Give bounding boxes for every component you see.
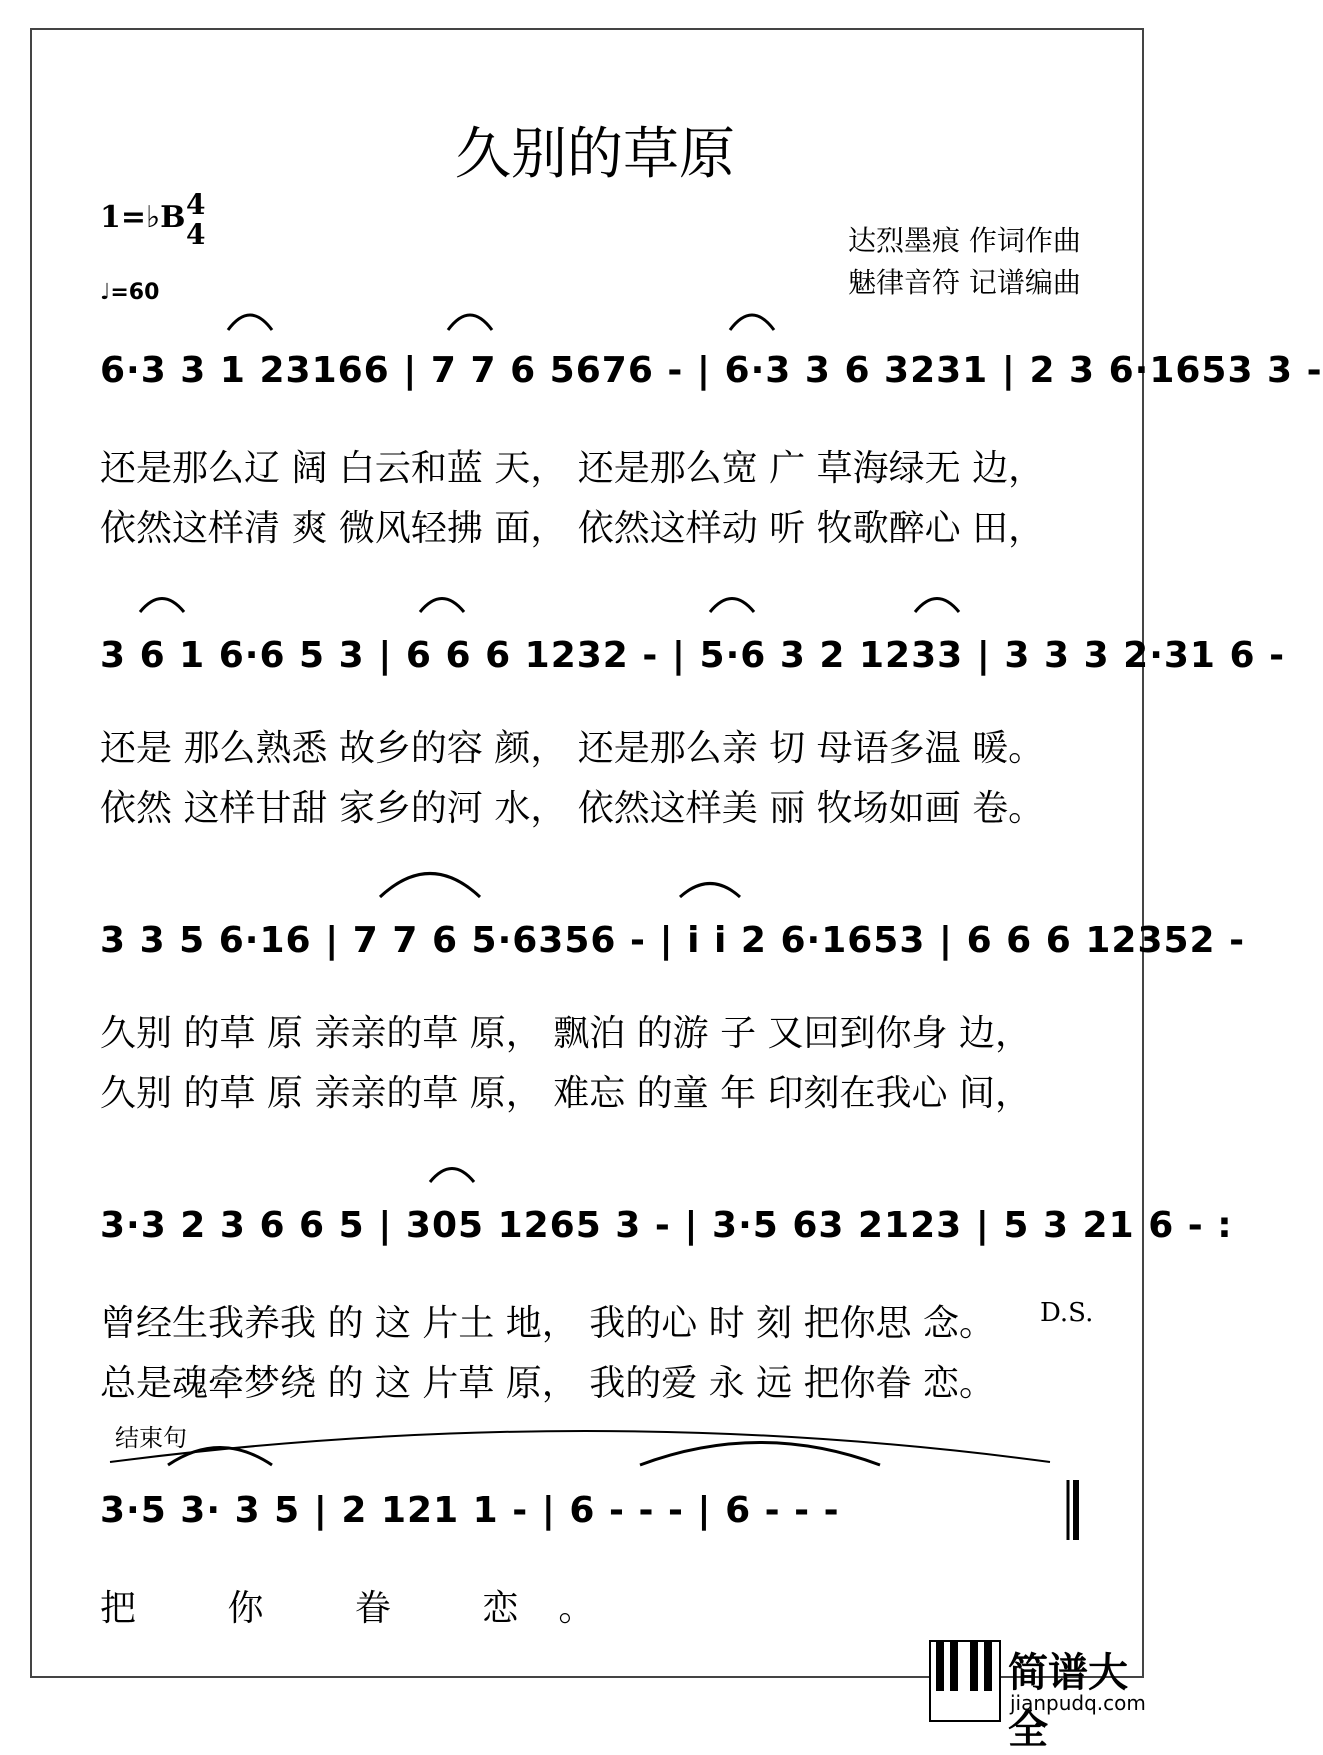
lyric-row-4-verse-2: 总是魂牵梦绕 的 这 片草 原， 我的爱 永 远 把你眷 恋。: [100, 1363, 995, 1404]
lyric-row-2-verse-1: 还是 那么熟悉 故乡的容 颜， 还是那么亲 切 母语多温 暖。: [100, 728, 1045, 769]
slur: [420, 599, 464, 613]
slur: [380, 874, 480, 898]
song-title: 久别的草原: [455, 122, 735, 187]
slur: [448, 315, 492, 330]
time-signature-top: 4: [186, 188, 206, 221]
credit-transcriber: 魅律音符 记谱编曲: [848, 266, 1081, 299]
slur: [640, 1443, 880, 1466]
lyric-coda: 把 你 眷 恋。: [100, 1588, 635, 1629]
tempo-mark: ♩=60: [100, 280, 160, 305]
slur: [710, 599, 754, 613]
ds-mark: D.S.: [1040, 1298, 1094, 1328]
notation-row-2: 3 6 1 6·6 5 3 | 6 6 6 1232 - | 5·6 3 2 1233 | 3 3 3 2·31 6 -: [100, 635, 1286, 676]
slur: [228, 315, 272, 330]
credit-composer: 达烈墨痕 作词作曲: [848, 224, 1081, 257]
lyric-row-2-verse-2: 依然 这样甘甜 家乡的河 水， 依然这样美 丽 牧场如画 卷。: [100, 788, 1045, 829]
lyric-row-1-verse-1: 还是那么辽 阔 白云和蓝 天， 还是那么宽 广 草海绿无 边，: [100, 448, 1045, 489]
lyric-row-1-verse-2: 依然这样清 爽 微风轻拂 面， 依然这样动 听 牧歌醉心 田，: [100, 508, 1045, 549]
watermark-url: jianpudq.com: [1010, 1691, 1146, 1715]
slur: [140, 599, 184, 613]
piano-keys-icon: [930, 1641, 1000, 1721]
lyric-row-4-verse-1: 曾经生我养我 的 这 片土 地， 我的心 时 刻 把你思 念。: [100, 1303, 995, 1344]
watermark-title: 简谱大全: [1008, 1650, 1128, 1753]
coda-phrase-mark: [110, 1431, 1050, 1462]
lyric-row-3-verse-2: 久别 的草 原 亲亲的草 原， 难忘 的童 年 印刻在我心 间，: [100, 1073, 1031, 1114]
notation-row-4: 3·3 2 3 6 6 5 | 305 1265 3 - | 3·5 63 2123 | 5 3 21 6 - :: [100, 1205, 1233, 1246]
slur: [730, 315, 774, 330]
watermark-logo: [930, 1641, 1160, 1753]
slur: [430, 1169, 474, 1183]
time-signature-bottom: 4: [186, 218, 206, 251]
key-signature: 1=♭B: [100, 200, 186, 235]
slur: [915, 599, 959, 613]
notation-coda: 3·5 3· 3 5 | 2 121 1 - | 6 - - - | 6 - - -: [100, 1490, 840, 1531]
notation-row-1: 6·3 3 1 23166 | 7 7 6 5676 - | 6·3 3 6 3231 | 2 3 6·1653 3 -: [100, 350, 1323, 391]
lyric-row-3-verse-1: 久别 的草 原 亲亲的草 原， 飘泊 的游 子 又回到你身 边，: [100, 1013, 1031, 1054]
coda-label: 结束句: [115, 1424, 187, 1452]
notation-row-3: 3 3 5 6·16 | 7 7 6 5·6356 - | i i 2 6·1653 | 6 6 6 12352 -: [100, 920, 1246, 961]
slur: [680, 884, 740, 898]
